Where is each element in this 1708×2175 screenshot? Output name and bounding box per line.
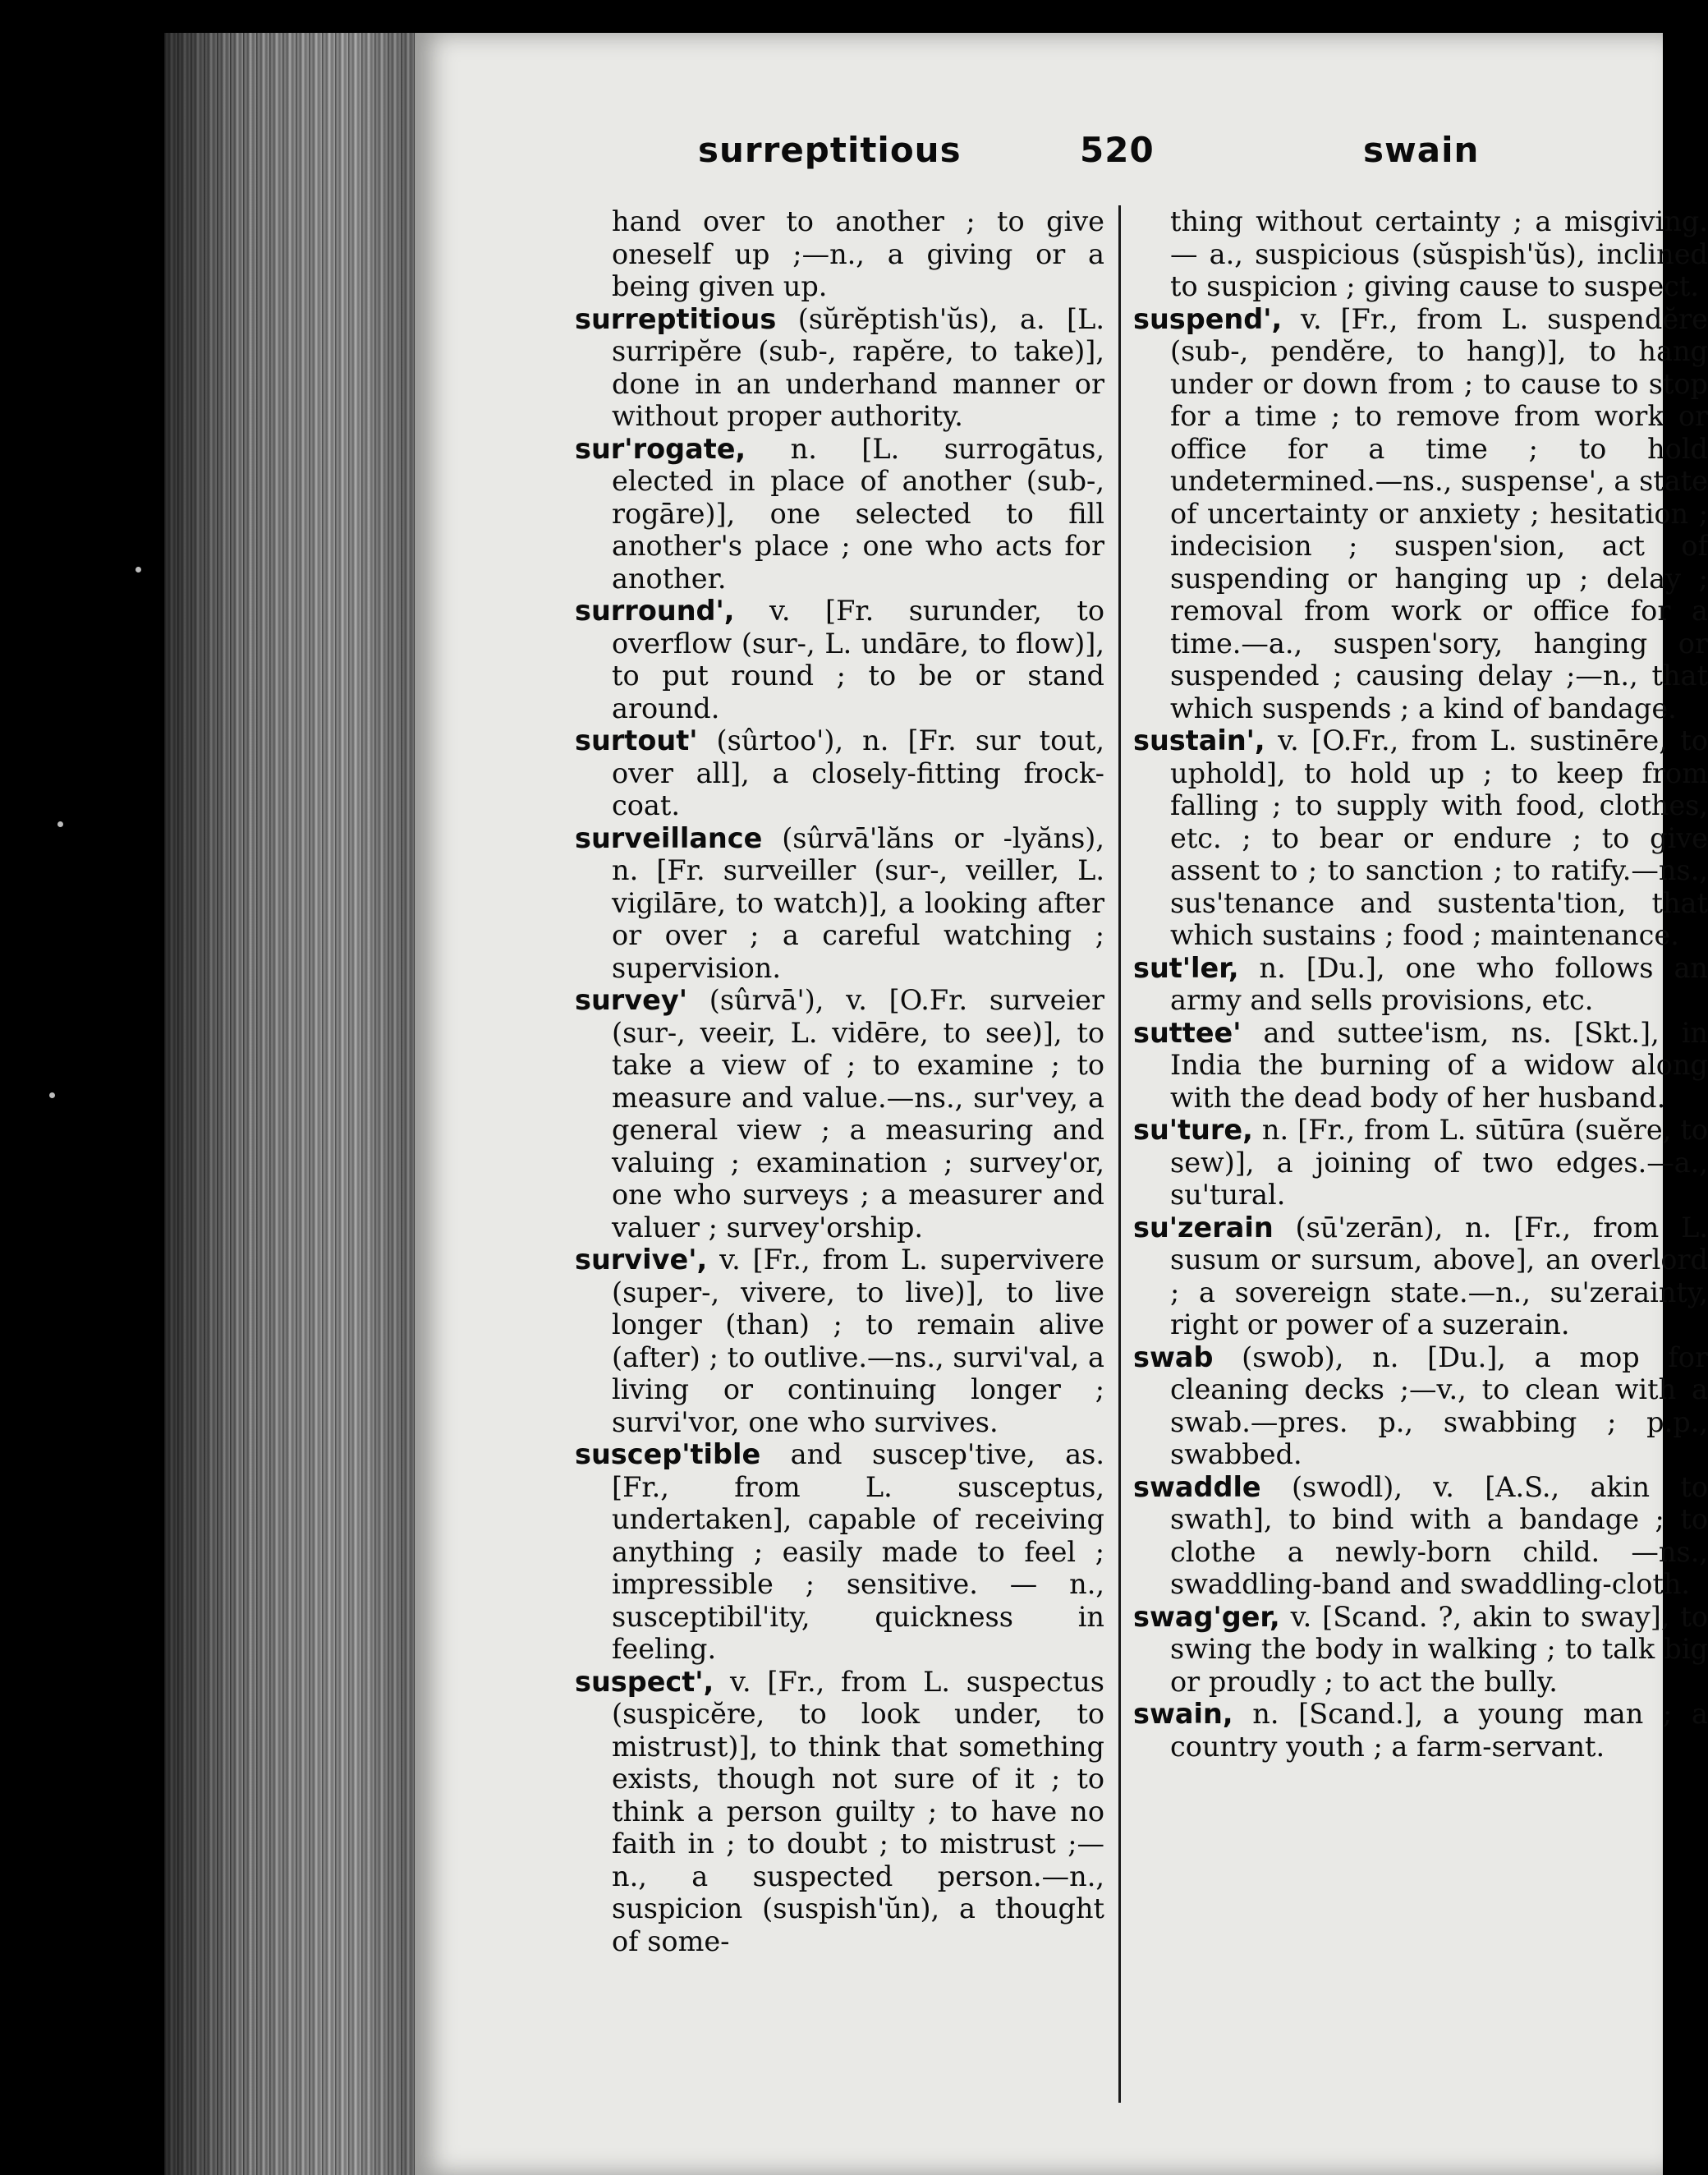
dictionary-entry [1133, 952, 1708, 1017]
entry-definition: (sûrvā'), v. [O.Fr. surveier (sur-, veeir, L. vidēre, to see)], to take a view of ; to examine ; to measure and value.—ns., sur'vey, a general view ; a measuring and valuing ; examination ; survey'or, one who surveys ; a measurer and valuer ; survey'orship. [612, 984, 1104, 1244]
entry-headword: su'zerain [1133, 1211, 1274, 1244]
dictionary-entry [1133, 1114, 1708, 1212]
entry-headword: suspect', [575, 1665, 714, 1698]
right-guide-word: swain [1363, 130, 1480, 170]
dictionary-entry [575, 1244, 1104, 1438]
dictionary-entry [1133, 1017, 1708, 1115]
entry-definition: v. [Fr., from L. suspendĕre (sub-, pendĕre, to hang)], to hang under or down from ; to cause to stop for a time ; to remove from work or office for a time ; to hold undetermined.—ns., suspense', a state of uncertainty or anxiety ; hesitation ; indecision ; suspen'sion, act of suspending or hanging up ; delay ; removal from work or office for a time.—a., suspen'sory, hanging or suspended ; causing delay ;—n., that which suspends ; a kind of bandage. [1170, 302, 1708, 724]
entry-headword: swab [1133, 1340, 1214, 1373]
dictionary-entry [575, 1666, 1104, 1958]
dictionary-entry [1133, 1698, 1708, 1763]
entry-definition: v. [O.Fr., from L. sustinēre, to uphold], to hold up ; to keep from falling ; to supply with food, clothes, etc. ; to bear or endure ; to give assent to ; to sanction ; to ratify.—ns., sus'tenance and sustenta'tion, that which sustains ; food ; maintenance. [1170, 724, 1708, 951]
dictionary-entry [1133, 1601, 1708, 1699]
dictionary-entry [1133, 1212, 1708, 1341]
spine-shadow [164, 33, 435, 2175]
left-guide-word: surreptitious [698, 130, 962, 170]
dictionary-entry [1133, 205, 1708, 303]
entry-definition: v. [Scand. ?, akin to sway], to swing the body in walking ; to talk big or proudly ; to act the bully. [1170, 1600, 1708, 1698]
entry-definition: (swodl), v. [A.S., akin to swath], to bind with a bandage ; to clothe a newly-born child. —ns., swaddling-band and swaddling-cloth. [1170, 1470, 1708, 1600]
dictionary-entry [575, 724, 1104, 822]
entry-headword: swain, [1133, 1698, 1233, 1730]
entry-headword: surround', [575, 595, 735, 627]
entry-headword: su'ture, [1133, 1114, 1253, 1146]
left-column [575, 205, 1104, 1957]
dictionary-entry [1133, 1471, 1708, 1601]
entry-headword: survey' [575, 984, 687, 1016]
page-number: 520 [1080, 130, 1155, 170]
entry-headword: surveillance [575, 821, 763, 854]
entry-definition: (sûrvā'lăns or -lyăns), n. [Fr. surveiller (sur-, veiller, L. vigilāre, to watch)], a looking after or over ; a careful watching ; supervision. [612, 821, 1104, 984]
entry-headword: swaddle [1133, 1470, 1261, 1503]
entry-definition: n. [Fr., from L. sūtūra (suĕre, to sew)], a joining of two edges.—a., su'tural. [1170, 1114, 1708, 1211]
dictionary-entry [575, 984, 1104, 1244]
entry-definition: thing without certainty ; a misgiving. — a., suspicious (sŭspish'ŭs), inclined to suspicion ; giving cause to suspect. [1170, 205, 1708, 302]
scan-speck [49, 1092, 55, 1098]
entry-headword: sut'ler, [1133, 951, 1239, 984]
dictionary-entry [1133, 303, 1708, 725]
entry-definition: n. [L. surrogātus, elected in place of another (sub-, rogāre)], one selected to fill another's place ; one who acts for another. [612, 432, 1104, 595]
dictionary-entry [1133, 724, 1708, 952]
entry-headword: suscep'tible [575, 1438, 761, 1470]
entry-definition: (sûrtoo'), n. [Fr. sur tout, over all], a closely-fitting frock-coat. [612, 724, 1104, 821]
dictionary-page [415, 33, 1708, 2175]
entry-definition: v. [Fr., from L. suspectus (suspicĕre, to look under, to mistrust)], to think that something exists, though not sure of it ; to think a person guilty ; to have no faith in ; to doubt ; to mistrust ;—n., a suspected person.—n., suspicion (suspish'ŭn), a thought of some- [612, 1665, 1104, 1957]
entry-definition: and suttee'ism, ns. [Skt.], in India the burning of a widow along with the dead body of her husband. [1170, 1016, 1708, 1114]
dictionary-entry [575, 205, 1104, 303]
entry-headword: surreptitious [575, 302, 777, 335]
entry-headword: swag'ger, [1133, 1600, 1280, 1633]
column-divider [1118, 205, 1121, 2103]
right-column [1133, 205, 1708, 1763]
entry-headword: suttee' [1133, 1016, 1242, 1049]
dictionary-entry [575, 595, 1104, 724]
entry-headword: sustain', [1133, 724, 1265, 756]
entry-definition: v. [Fr. surunder, to overflow (sur-, L. undāre, to flow)], to put round ; to be or stand around. [612, 595, 1104, 724]
entry-definition: v. [Fr., from L. supervivere (super-, vivere, to live)], to live longer (than) ; to remain alive (after) ; to outlive.—ns., survi'val, a living or continuing longer ; survi'vor, one who survives. [612, 1244, 1104, 1438]
dictionary-entry [1133, 1341, 1708, 1471]
entry-definition: (sŭrĕptish'ŭs), a. [L. surripĕre (sub-, rapĕre, to take)], done in an underhand manner or without proper authority. [612, 302, 1104, 432]
dictionary-entry [575, 303, 1104, 433]
scan-speck [57, 821, 63, 827]
dictionary-entry [575, 1438, 1104, 1666]
entry-definition: n. [Du.], one who follows an army and sells provisions, etc. [1170, 951, 1708, 1016]
scan-speck [135, 567, 141, 572]
entry-headword: sur'rogate, [575, 432, 746, 465]
dictionary-entry [575, 433, 1104, 595]
entry-definition: (swob), n. [Du.], a mop for cleaning decks ;—v., to clean with a swab.—pres. p., swabbing ; p.p., swabbed. [1170, 1340, 1708, 1470]
entry-headword: suspend', [1133, 302, 1283, 335]
dictionary-entry [575, 822, 1104, 985]
entry-definition: and suscep'tive, as. [Fr., from L. susceptus, undertaken], capable of receiving anything ; easily made to feel ; impressible ; sensitive. — n., susceptibil'ity, quickness in feeling. [612, 1438, 1104, 1665]
entry-definition: (sū'zerān), n. [Fr., from L. susum or sursum, above], an overlord ; a sovereign state.—n., su'zerainty, right or power of a suzerain. [1170, 1211, 1708, 1340]
entry-headword: survive', [575, 1244, 708, 1276]
entry-definition: hand over to another ; to give oneself up ;—n., a giving or a being given up. [612, 205, 1104, 302]
entry-definition: n. [Scand.], a young man ; a country youth ; a farm-servant. [1170, 1698, 1708, 1763]
entry-headword: surtout' [575, 724, 698, 756]
